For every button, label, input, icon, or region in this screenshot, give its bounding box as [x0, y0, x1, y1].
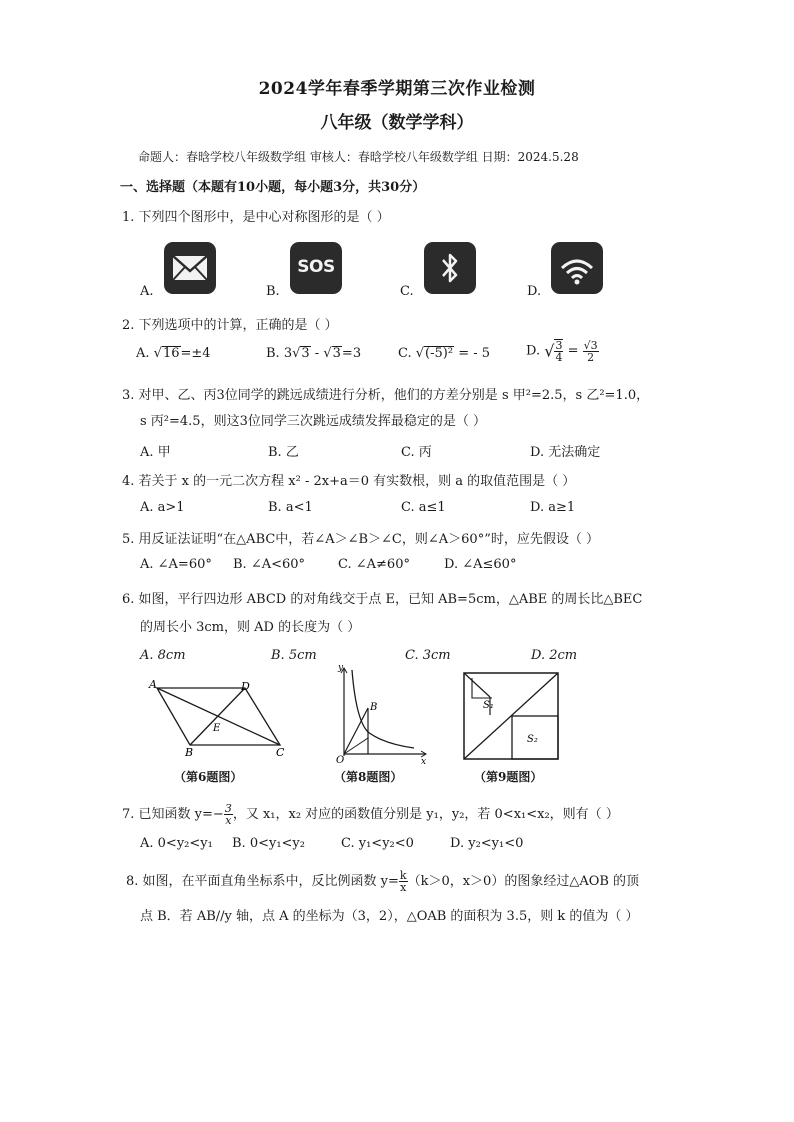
fig9-label-s1: S₁ — [483, 700, 494, 711]
q2-d-result-numerator: √3 — [583, 338, 598, 352]
q2-b-label: B. 3 — [266, 346, 293, 361]
fig8-label-x: x — [421, 757, 427, 764]
sos-label: SOS — [297, 257, 335, 277]
q8-stem-prefix: 8. 如图，在平面直角坐标系中，反比例函数 y= — [126, 874, 399, 889]
figure-9-square — [460, 670, 562, 762]
fig8-label-b: B — [370, 702, 378, 713]
q3-stem-line2: s 丙²=4.5，则这3位同学三次跳远成绩发挥最稳定的是（ ） — [140, 414, 486, 429]
q2-option-d: D. √ $\frac{3}{4}$ = $\frac{√3}{2}$ — [526, 338, 598, 364]
page-subtitle: 八年级（数学学科） — [320, 113, 474, 133]
q2-option-c: C. √(-5)² = - 5 — [398, 346, 491, 361]
fig6-label-a: A — [149, 678, 157, 691]
bluetooth-icon — [424, 242, 476, 294]
q6-stem-line2: 的周长小 3cm，则 AD 的长度为（ ） — [140, 620, 361, 635]
q4-option-b: B. a<1 — [268, 500, 313, 515]
q2-a-radicand: 16 — [162, 346, 180, 361]
q7-denominator: x — [225, 814, 232, 827]
q4-stem: 4. 若关于 x 的一元二次方程 x² - 2x+a＝0 有实数根，则 a 的取值范围是（ ） — [122, 474, 576, 489]
q5-option-d: D. ∠A≤60° — [444, 557, 517, 572]
q3-option-a: A. 甲 — [140, 445, 171, 460]
q6-option-b: B. 5cm — [271, 648, 317, 663]
fig9-label-s2: S₂ — [527, 734, 538, 745]
q2-d-equals: = — [567, 343, 579, 359]
q2-d-result-denominator: 2 — [587, 350, 595, 364]
q7-stem-suffix: ，又 x₁，x₂ 对应的函数值分别是 y₁，y₂，若 0<x₁<x₂，则有（ ） — [232, 807, 619, 822]
wifi-icon — [551, 242, 603, 294]
mail-icon — [164, 242, 216, 294]
q2-d-denominator: 4 — [555, 351, 563, 364]
fig8-label-o: O — [336, 755, 345, 764]
q2-stem: 2. 下列选项中的计算，正确的是（ ） — [122, 318, 338, 333]
q5-stem: 5. 用反证法证明“在△ABC中，若∠A＞∠B＞∠C，则∠A＞60°”时，应先假设（ ） — [122, 532, 599, 547]
q3-option-c: C. 丙 — [401, 445, 432, 460]
q8-stem-line2: 点 B．若 AB//y 轴，点 A 的坐标为（3，2），△OAB 的面积为 3.5，则 k 的值为（ ） — [140, 909, 639, 924]
q5-option-c: C. ∠A≠60° — [338, 557, 410, 572]
fig9-caption: （第9题图） — [474, 770, 543, 784]
fig8-caption: （第8题图） — [334, 770, 403, 784]
q1-option-d: D. — [527, 284, 542, 299]
q2-b-radicand-2: 3 — [332, 346, 341, 361]
q1-option-a: A. — [140, 284, 154, 299]
q2-b-radicand-1: 3 — [301, 346, 310, 361]
q7-stem — [122, 803, 619, 826]
q6-option-d: D. 2cm — [531, 648, 578, 663]
exam-meta: 命题人：春晗学校八年级数学组 审核人：春晗学校八年级数学组 日期：2024.5.28 — [138, 150, 579, 164]
q1-stem: 1. 下列四个图形中，是中心对称图形的是（ ） — [122, 210, 390, 225]
q6-option-a: A. 8cm — [140, 648, 186, 663]
q7-stem-prefix: 7. 已知函数 y=− — [122, 807, 224, 822]
figure-8-graph — [332, 660, 432, 764]
q3-stem-line1: 3. 对甲、乙、丙3位同学的跳远成绩进行分析，他们的方差分别是 s 甲²=2.5，s 乙²=1.0， — [122, 388, 650, 403]
q2-d-label: D. — [526, 343, 541, 359]
q2-c-label: C. — [398, 346, 412, 361]
q5-option-a: A. ∠A=60° — [140, 557, 212, 572]
q7-option-c: C. y₁<y₂<0 — [341, 836, 414, 851]
fig6-label-e: E — [213, 723, 221, 734]
q1-option-b: B. — [266, 284, 280, 299]
q4-option-c: C. a≤1 — [401, 500, 446, 515]
q2-c-radicand: (-5)² — [425, 346, 454, 361]
q8-numerator: k — [399, 869, 407, 882]
q2-a-result: =±4 — [180, 346, 211, 361]
q2-c-result: = - 5 — [454, 346, 491, 361]
fig6-label-d: D — [241, 680, 250, 693]
q6-option-c: C. 3cm — [405, 648, 451, 663]
q5-option-b: B. ∠A<60° — [233, 557, 306, 572]
sos-icon — [290, 242, 342, 294]
fig6-caption: （第6题图） — [174, 770, 243, 784]
fig6-label-b: B — [185, 746, 194, 758]
q3-option-b: B. 乙 — [268, 445, 299, 460]
q7-option-b: B. 0<y₁<y₂ — [232, 836, 305, 851]
fig8-label-y: y — [338, 663, 344, 673]
q2-d-numerator: 3 — [555, 339, 563, 352]
q2-b-minus: - — [310, 346, 324, 361]
q4-option-d: D. a≥1 — [530, 500, 576, 515]
q2-a-label: A. — [136, 346, 150, 361]
q8-stem-suffix: （k＞0，x＞0）的图象经过△AOB 的顶 — [407, 874, 640, 889]
figure-6-parallelogram — [145, 678, 295, 758]
q4-option-a: A. a>1 — [140, 500, 185, 515]
q2-option-a: A. √16=±4 — [136, 346, 211, 361]
q8-stem-line1 — [126, 870, 639, 893]
q7-option-a: A. 0<y₂<y₁ — [140, 836, 213, 851]
page-title: 2024学年春季学期第三次作业检测 — [258, 79, 536, 99]
q3-option-d: D. 无法确定 — [530, 445, 601, 460]
q7-numerator: 3 — [224, 802, 232, 815]
q2-option-b: B. 3√3 - √3=3 — [266, 346, 362, 361]
q6-stem-line1: 6. 如图，平行四边形 ABCD 的对角线交于点 E，已知 AB=5cm，△ABE 的周长比△BEC — [122, 592, 643, 607]
fig6-label-c: C — [276, 746, 285, 758]
q2-b-result: =3 — [341, 346, 362, 361]
q7-option-d: D. y₂<y₁<0 — [450, 836, 524, 851]
q1-option-c: C. — [400, 284, 414, 299]
section-heading: 一、选择题（本题有10小题，每小题3分，共30分） — [120, 180, 426, 195]
q8-denominator: x — [400, 881, 407, 894]
